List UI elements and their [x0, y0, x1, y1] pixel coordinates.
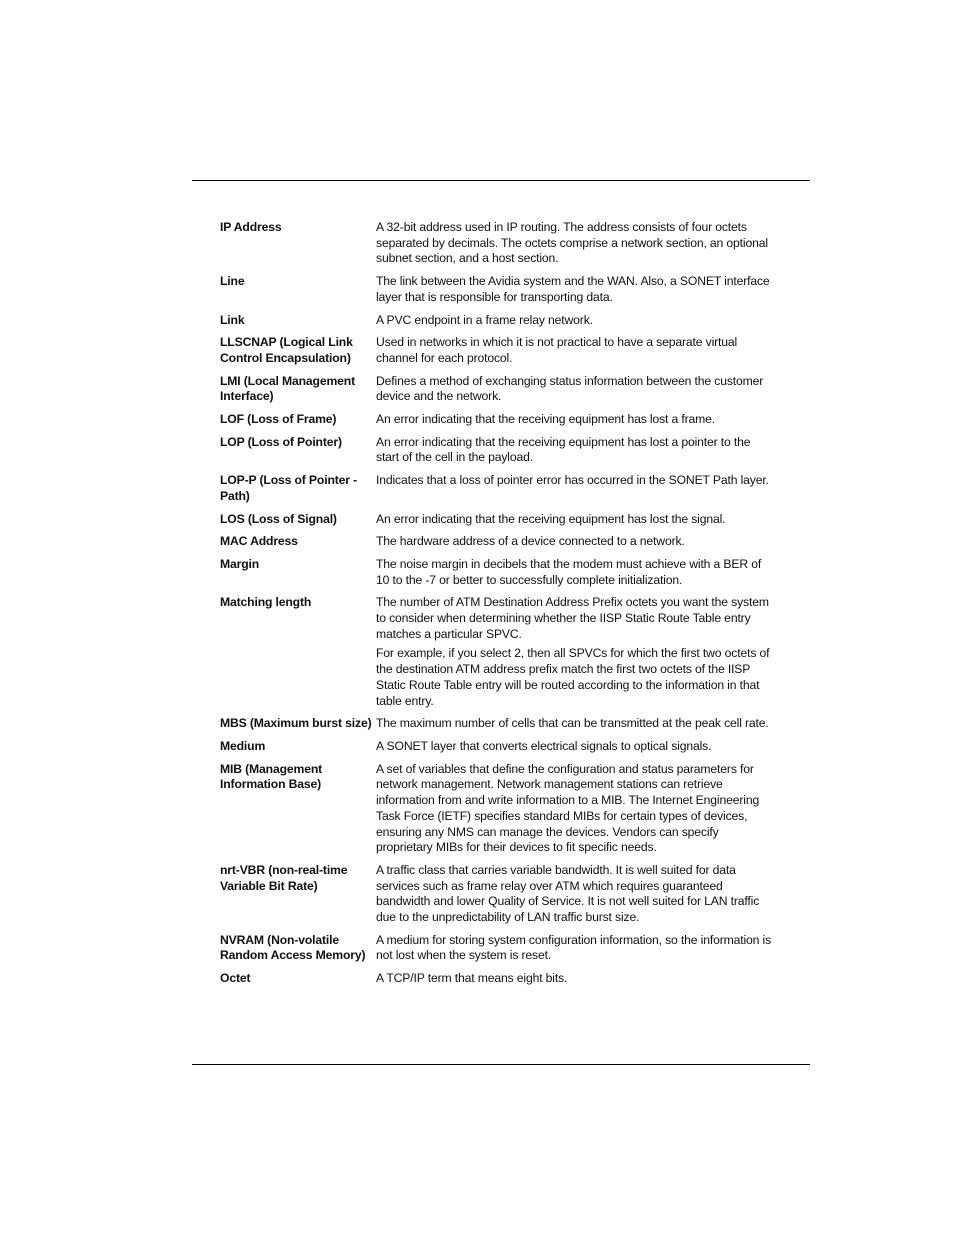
- glossary-term: LLSCNAP (Logical Link Control Encapsulation): [220, 335, 353, 365]
- glossary-definition: Used in networks in which it is not practical to have a separate virtual channel for each protocol.: [376, 335, 738, 365]
- glossary-definition: The hardware address of a device connected to a network.: [376, 534, 685, 549]
- glossary-definition-group: [376, 512, 776, 528]
- glossary-entry: [220, 473, 776, 504]
- glossary-definition-group: [376, 435, 776, 466]
- glossary-definition-group: [376, 739, 776, 755]
- glossary-term: LOS (Loss of Signal): [220, 511, 337, 526]
- glossary-definition: Indicates that a loss of pointer error has occurred in the SONET Path layer.: [376, 473, 769, 488]
- glossary-term: Octet: [220, 971, 251, 986]
- glossary-definition-group: [376, 595, 776, 709]
- glossary-entry: [220, 971, 776, 987]
- glossary-definition: The noise margin in decibels that the modem must achieve with a BER of 10 to the -7 or better to successfully complete initialization.: [376, 556, 762, 587]
- glossary-definition-group: [376, 335, 776, 366]
- glossary-entry: [220, 220, 776, 267]
- glossary-definition: A 32-bit address used in IP routing. The address consists of four octets separated by decimals. The octets comprise a network section, an optional subnet section, and a host section.: [376, 220, 768, 266]
- glossary-definition-group: [376, 716, 776, 732]
- glossary-term: MBS (Maximum burst size): [220, 716, 372, 731]
- glossary-term: LOP-P (Loss of Pointer - Path): [220, 473, 358, 503]
- glossary-definition: A SONET layer that converts electrical signals to optical signals.: [376, 738, 712, 753]
- glossary-definition-group: [376, 313, 776, 329]
- glossary-term: LOP (Loss of Pointer): [220, 434, 342, 449]
- footer-rule: [192, 1064, 810, 1065]
- glossary-definition-group: [376, 220, 776, 267]
- glossary-definition: A PVC endpoint in a frame relay network.: [376, 312, 593, 327]
- glossary-definition: A medium for storing system configuration information, so the information is not lost when the system is reset.: [376, 932, 772, 963]
- glossary-definition: A set of variables that define the configuration and status parameters for network management. Network management stations can retrieve information from and write information to a MIB. The Internet Engineering Task Force (IETF) specifies standard MIBs for certain types of devices, ensuring any NMS can manage the devices. Vendors can specify proprietary MIBs for their devices to fit specific needs.: [376, 761, 760, 855]
- glossary-definition-group: [376, 762, 776, 856]
- glossary-entry: [220, 313, 776, 329]
- glossary-entry: [220, 435, 776, 466]
- glossary-entry: [220, 716, 776, 732]
- glossary-entry: [220, 762, 776, 856]
- glossary-definition-group: [376, 933, 776, 964]
- glossary-definition-group: [376, 274, 776, 305]
- glossary-entry: [220, 739, 776, 755]
- glossary-term: Matching length: [220, 595, 312, 610]
- glossary-definition: For example, if you select 2, then all SPVCs for which the first two octets of the destination ATM address prefix match the first two octets of the IISP Static Route Table entry will be routed according to the information in that table entry.: [376, 646, 770, 708]
- glossary-definition: The maximum number of cells that can be transmitted at the peak cell rate.: [376, 716, 769, 731]
- glossary-entry: [220, 933, 776, 964]
- glossary-term: MIB (Management Information Base): [220, 761, 323, 792]
- glossary-definition: An error indicating that the receiving equipment has lost the signal.: [376, 511, 726, 526]
- glossary-definition: An error indicating that the receiving equipment has lost a pointer to the start of the cell in the payload.: [376, 434, 751, 465]
- glossary-entry: [220, 274, 776, 305]
- glossary-entry: [220, 534, 776, 550]
- glossary-definition: A traffic class that carries variable bandwidth. It is well suited for data services such as frame relay over ATM which requires guaranteed bandwidth and lower Quality of Service. It is not well suited for LAN traffic due to the unpredictability of LAN traffic burst size.: [376, 862, 760, 925]
- glossary-entry: [220, 595, 776, 709]
- glossary-list: [220, 220, 776, 994]
- glossary-term: NVRAM (Non-volatile Random Access Memory): [220, 932, 366, 963]
- glossary-term: LOF (Loss of Frame): [220, 412, 337, 427]
- glossary-entry: [220, 335, 776, 366]
- glossary-definition-group: [376, 863, 776, 926]
- glossary-entry: [220, 863, 776, 926]
- glossary-term: MAC Address: [220, 534, 298, 549]
- glossary-definition-group: [376, 557, 776, 588]
- glossary-term: Margin: [220, 556, 260, 571]
- glossary-term: LMI (Local Management Interface): [220, 373, 355, 404]
- glossary-term: IP Address: [220, 220, 282, 234]
- glossary-definition: The number of ATM Destination Address Prefix octets you want the system to consider when determining whether the IISP Static Route Table entry matches a particular SPVC.: [376, 595, 769, 641]
- glossary-entry: [220, 512, 776, 528]
- glossary-term: Line: [220, 274, 245, 289]
- glossary-term: Medium: [220, 738, 266, 753]
- glossary-entry: [220, 374, 776, 405]
- glossary-definition-group: [376, 971, 776, 987]
- header-rule: [192, 180, 810, 181]
- glossary-definition: A TCP/IP term that means eight bits.: [376, 971, 568, 986]
- glossary-definition-group: [376, 473, 776, 504]
- glossary-definition-group: [376, 534, 776, 550]
- glossary-term: nrt-VBR (non-real-time Variable Bit Rate): [220, 862, 348, 893]
- glossary-definition: The link between the Avidia system and the WAN. Also, a SONET interface layer that is responsible for transporting data.: [376, 274, 770, 304]
- glossary-definition-group: [376, 374, 776, 405]
- glossary-entry: [220, 412, 776, 428]
- glossary-definition: Defines a method of exchanging status information between the customer device and the network.: [376, 373, 764, 404]
- glossary-definition-group: [376, 412, 776, 428]
- glossary-entry: [220, 557, 776, 588]
- glossary-term: Link: [220, 312, 245, 327]
- glossary-definition: An error indicating that the receiving equipment has lost a frame.: [376, 412, 715, 427]
